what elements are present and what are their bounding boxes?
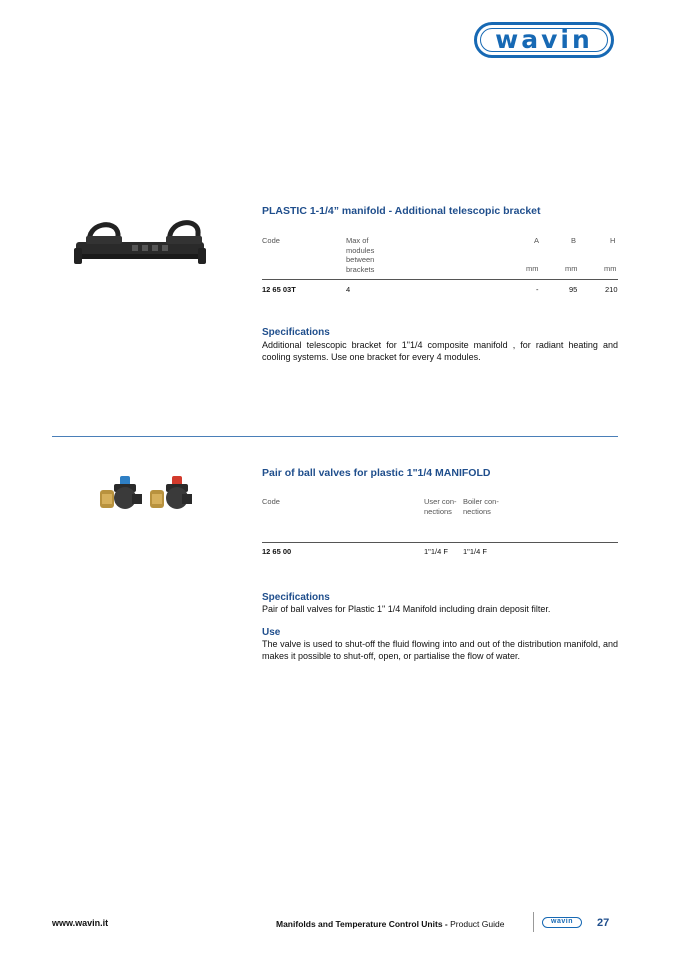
footer-guide-title (276, 919, 504, 929)
logo-text: wavin (495, 24, 593, 54)
product1-row-max: 4 (346, 285, 351, 294)
product1-header-h: H (610, 236, 616, 245)
product2-title: Pair of ball valves for plastic 1"1/4 MANIFOLD (262, 467, 491, 479)
product2-header-user-line2: nections (424, 506, 452, 516)
product1-row-b: 95 (569, 285, 578, 294)
product2-header-code: Code (262, 497, 280, 506)
product2-table-rule (262, 542, 618, 543)
section-divider (52, 436, 618, 437)
product2-use-text: The valve is used to shut-off the fluid flowing into and out of the distribution manifold, and makes it possible to shut-off, open, or partialise the flow of water. (262, 639, 618, 661)
product2-row-boiler: 1"1/4 F (463, 547, 487, 556)
product1-header-code: Code (262, 236, 280, 245)
product1-row-code: 12 65 03T (262, 285, 296, 294)
product1-header-max (346, 236, 374, 274)
product2-row-user: 1"1/4 F (424, 547, 448, 556)
product2-use-heading: Use (262, 627, 281, 638)
wavin-logo (474, 22, 614, 58)
product1-table-rule (262, 279, 618, 280)
product1-header-b: B (571, 236, 577, 245)
product1-header-max-line4: brackets (346, 264, 375, 274)
footer-website: www.wavin.it (52, 918, 109, 928)
product1-header-max-line3: between (346, 255, 375, 264)
product2-spec-text: Pair of ball valves for Plastic 1" 1/4 Manifold including drain deposit filter. (262, 604, 551, 614)
product2-header-user (424, 497, 457, 516)
product2-row-code: 12 65 00 (262, 547, 292, 556)
footer-guide-normal: Product Guide (450, 919, 505, 929)
product1-header-max-line2: modules (346, 245, 375, 255)
telescopic-bracket-image (72, 210, 210, 275)
footer-guide-bold: Manifolds and Temperature Control Units - (276, 919, 451, 929)
ball-valves-image (92, 470, 196, 520)
footer-wavin-logo: wavin (542, 917, 582, 928)
product1-unit-b: mm (565, 264, 578, 273)
product2-header-boiler-line1: Boiler con- (463, 497, 499, 506)
footer-separator (533, 912, 534, 932)
product2-header-boiler (463, 497, 499, 516)
product1-unit-h: mm (604, 264, 617, 273)
page-number: 27 (597, 917, 610, 929)
product1-title: PLASTIC 1-1/4” manifold - Additional telescopic bracket (262, 205, 541, 217)
product1-spec-text: Additional telescopic bracket for 1"1/4 composite manifold , for radiant heating and cooling systems. Use one bracket for every 4 modules. (262, 340, 618, 362)
product2-spec-heading: Specifications (262, 592, 330, 603)
product1-row-a: - (536, 285, 539, 294)
product1-unit-a: mm (526, 264, 539, 273)
product2-header-boiler-line2: nections (463, 506, 491, 516)
product1-spec-heading: Specifications (262, 327, 330, 338)
product1-header-a: A (534, 236, 540, 245)
product1-header-max-line1: Max of (346, 236, 369, 245)
product2-header-user-line1: User con- (424, 497, 457, 506)
product1-row-h: 210 (605, 285, 618, 294)
